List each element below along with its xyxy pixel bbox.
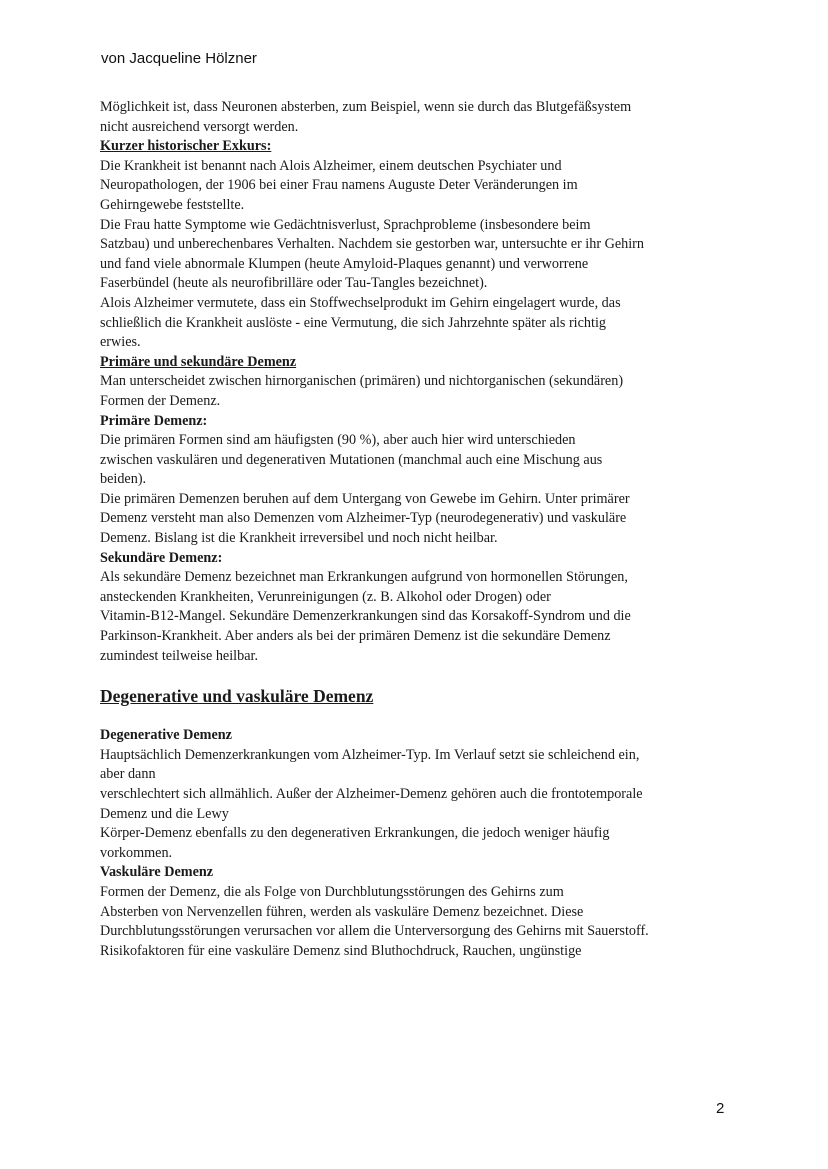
text-line: Körper-Demenz ebenfalls zu den degenerativen Erkrankungen, die jedoch weniger häufig <box>100 825 610 842</box>
secondary-paragraph <box>100 568 740 666</box>
text-line: Faserbündel (heute als neurofibrilläre oder Tau-Tangles bezeichnet). <box>100 275 488 292</box>
vascular-paragraph <box>100 883 740 961</box>
degenerative-heading: Degenerative Demenz <box>100 727 232 744</box>
text-line: Durchblutungsstörungen verursachen vor allem die Unterversorgung des Gehirns mit Sauerstoff. <box>100 923 649 940</box>
history-heading: Kurzer historischer Exkurs: <box>100 138 272 155</box>
text-line: und fand viele abnormale Klumpen (heute Amyloid-Plaques genannt) und verworrene <box>100 255 589 272</box>
text-line: Hauptsächlich Demenzerkrankungen vom Alzheimer-Typ. Im Verlauf setzt sie schleichend ein, <box>100 746 640 763</box>
text-line: Die Frau hatte Symptome wie Gedächtnisverlust, Sprachprobleme (insbesondere beim <box>100 216 591 233</box>
text-line: Vitamin-B12-Mangel. Sekundäre Demenzerkrankungen sind das Korsakoff-Syndrom und die <box>100 608 631 625</box>
text-line: Als sekundäre Demenz bezeichnet man Erkrankungen aufgrund von hormonellen Störungen, <box>100 569 628 586</box>
text-line: Satzbau) und unberechenbares Verhalten. Nachdem sie gestorben war, untersuchte er ihr Gehirn <box>100 236 644 253</box>
secondary-heading: Sekundäre Demenz: <box>100 549 223 566</box>
text-line: Man unterscheidet zwischen hirnorganischen (primären) und nichtorganischen (sekundären) <box>100 373 624 390</box>
text-line: aber dann <box>100 766 156 783</box>
text-line: vorkommen. <box>100 844 173 861</box>
text-line: Möglichkeit ist, dass Neuronen absterben, zum Beispiel, wenn sie durch das Blutgefäßsystem <box>100 99 632 115</box>
text-line: Demenz und die Lewy <box>100 805 229 822</box>
history-paragraph <box>100 157 740 353</box>
text-line: zwischen vaskulären und degenerativen Mutationen (manchmal auch eine Mischung aus <box>100 451 603 468</box>
text-line: Die primären Formen sind am häufigsten (90 %), aber auch hier wird unterschieden <box>100 432 576 449</box>
text-line: zumindest teilweise heilbar. <box>100 647 258 664</box>
text-line: Formen der Demenz, die als Folge von Durchblutungsstörungen des Gehirns zum <box>100 883 564 900</box>
text-line: nicht ausreichend versorgt werden. <box>100 118 299 135</box>
text-line: Parkinson-Krankheit. Aber anders als bei der primären Demenz ist die sekundäre Demenz <box>100 628 611 645</box>
text-line: Die primären Demenzen beruhen auf dem Untergang von Gewebe im Gehirn. Unter primärer <box>100 490 630 507</box>
document-body <box>100 98 740 961</box>
page-number: 2 <box>716 1100 725 1117</box>
text-line: Demenz versteht man also Demenzen vom Alzheimer-Typ (neurodegenerativ) und vaskuläre <box>100 510 627 527</box>
primary-secondary-heading: Primäre und sekundäre Demenz <box>100 353 297 370</box>
vascular-heading: Vaskuläre Demenz <box>100 864 214 881</box>
text-line: beiden). <box>100 471 147 488</box>
text-line: ansteckenden Krankheiten, Verunreinigungen (z. B. Alkohol oder Drogen) oder <box>100 588 551 605</box>
text-line: erwies. <box>100 334 141 351</box>
text-line: Alois Alzheimer vermutete, dass ein Stoffwechselprodukt im Gehirn eingelagert wurde, das <box>100 294 621 311</box>
text-line: schließlich die Krankheit auslöste - eine Vermutung, die sich Jahrzehnte später als richtig <box>100 314 606 331</box>
text-line: Demenz. Bislang ist die Krankheit irreversibel und noch nicht heilbar. <box>100 530 498 547</box>
text-line: Die Krankheit ist benannt nach Alois Alzheimer, einem deutschen Psychiater und <box>100 157 562 174</box>
text-line: Neuropathologen, der 1906 bei einer Frau namens Auguste Deter Veränderungen im <box>100 177 578 194</box>
intro-paragraph <box>100 98 740 137</box>
primary-secondary-paragraph <box>100 372 740 411</box>
degenerative-paragraph <box>100 746 740 864</box>
text-line: Risikofaktoren für eine vaskuläre Demenz sind Bluthochdruck, Rauchen, ungünstige <box>100 942 582 959</box>
text-line: Formen der Demenz. <box>100 392 221 409</box>
degenerative-vascular-heading: Degenerative und vaskuläre Demenz <box>100 686 374 707</box>
text-line: Gehirngewebe feststellte. <box>100 196 245 213</box>
text-line: verschlechtert sich allmählich. Außer der Alzheimer-Demenz gehören auch die frontotemporale <box>100 786 643 802</box>
primary-paragraph <box>100 431 740 549</box>
text-line: Absterben von Nervenzellen führen, werden als vaskuläre Demenz bezeichnet. Diese <box>100 903 584 920</box>
page-header-author: von Jacqueline Hölzner <box>101 50 257 67</box>
primary-heading: Primäre Demenz: <box>100 412 208 429</box>
